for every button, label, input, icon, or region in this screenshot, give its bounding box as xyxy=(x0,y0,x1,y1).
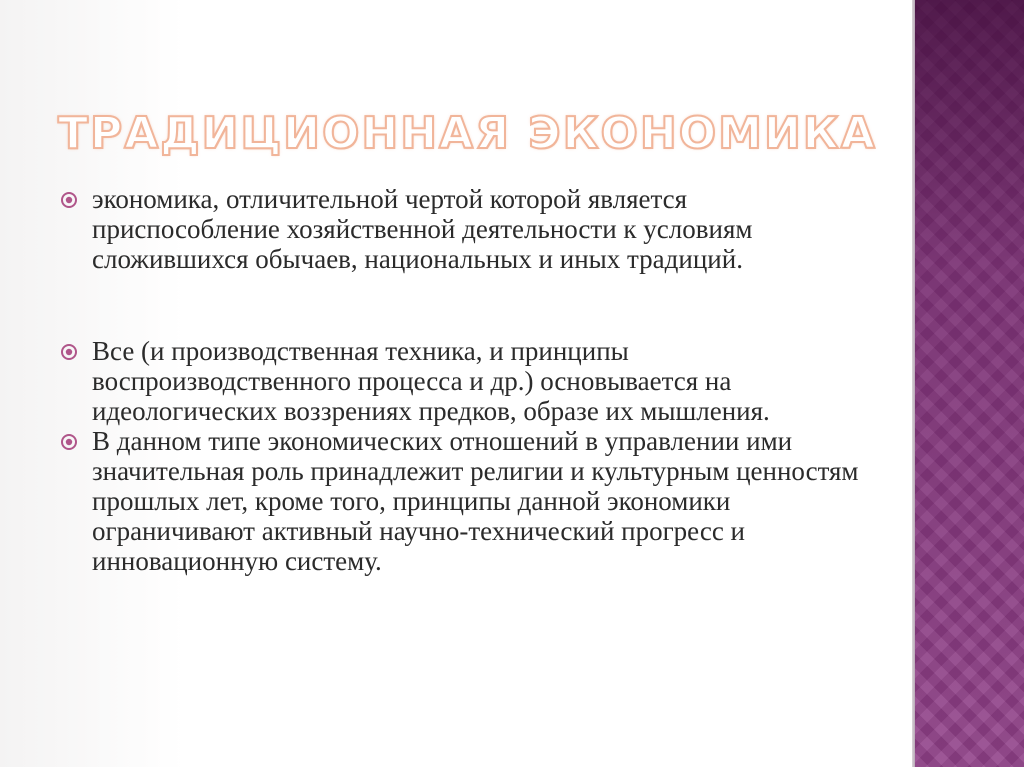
bullet-item xyxy=(60,426,860,576)
circle-bullet-icon xyxy=(60,343,78,361)
bullet-text: экономика, отличительной чертой которой является приспособление хозяйственной деятельности к условиям сложившихся обычаев, национальных и иных традиций. xyxy=(92,184,753,274)
slide-title: ТРАДИЦИОННАЯ ЭКОНОМИКА xyxy=(58,108,877,159)
bullet-item xyxy=(60,336,860,426)
bullet-text: Все (и производственная техника, и принципы воспроизводственного процесса и др.) основывается на идеологических воззрениях предков, образе их мышления. xyxy=(92,336,770,426)
bullet-item xyxy=(60,184,860,274)
bullet-text: В данном типе экономических отношений в управлении ими значительная роль принадлежит религии и культурным ценностям прошлых лет, кроме того, принципы данной экономики ограничивают активный научно-технический прогресс и инновационную систему. xyxy=(92,426,859,576)
circle-bullet-icon xyxy=(60,433,78,451)
bullet-list xyxy=(60,184,860,576)
decorative-side-band xyxy=(915,0,1024,767)
circle-bullet-icon xyxy=(60,191,78,209)
